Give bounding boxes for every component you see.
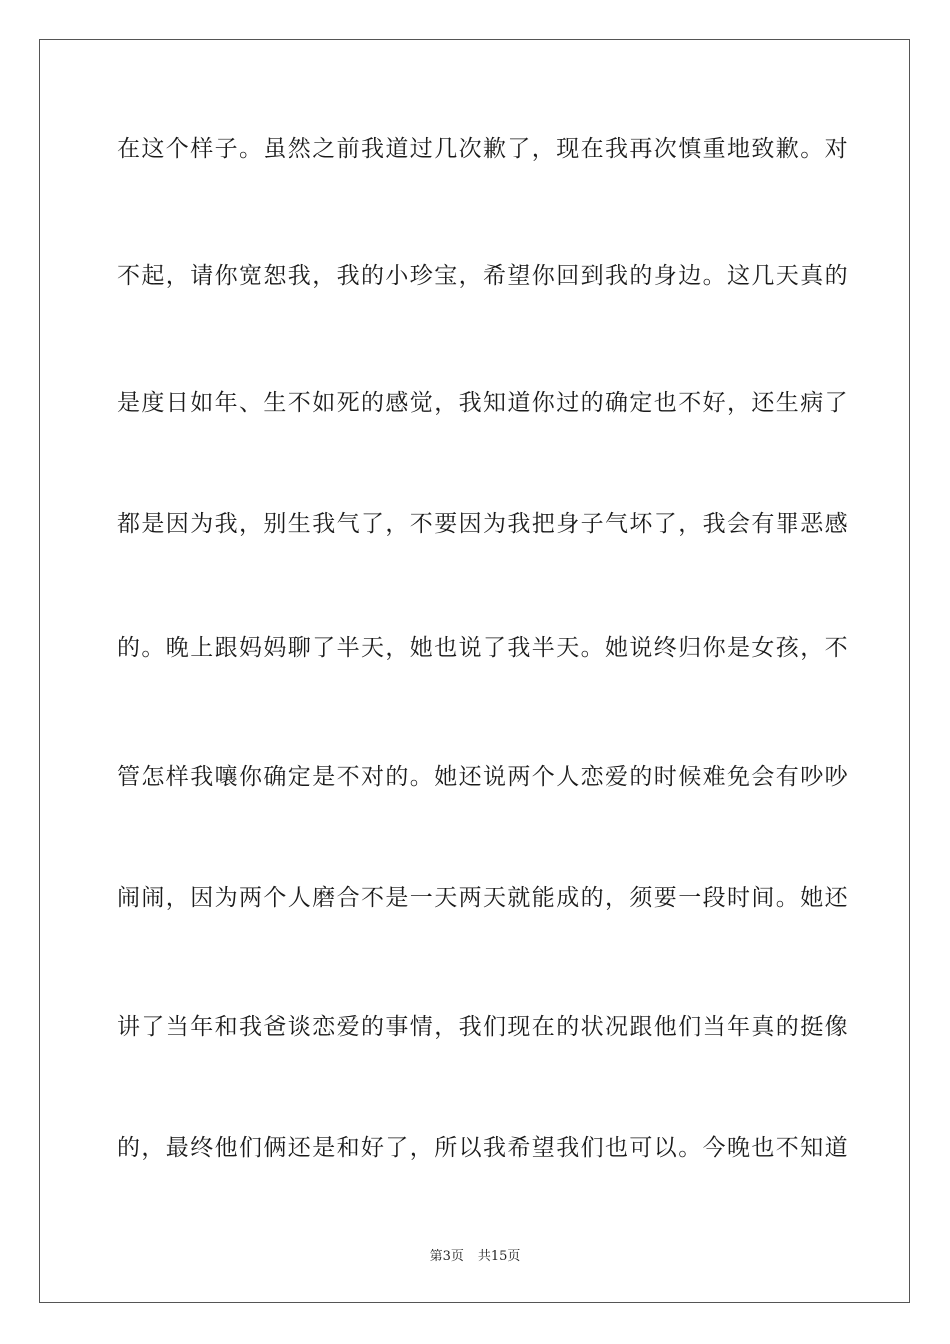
total-pages: 共15页 bbox=[477, 1249, 521, 1264]
text-line: 的，最终他们俩还是和好了，所以我希望我们也可以。今晚也不知道 bbox=[117, 1135, 849, 1161]
page-number: 第3页 bbox=[429, 1249, 464, 1264]
text-line: 在这个样子。虽然之前我道过几次歉了，现在我再次慎重地致歉。对 bbox=[117, 136, 849, 162]
text-line: 讲了当年和我爸谈恋爱的事情，我们现在的状况跟他们当年真的挺像 bbox=[117, 1014, 849, 1040]
text-line: 管怎样我嚷你确定是不对的。她还说两个人恋爱的时候难免会有吵吵 bbox=[117, 764, 849, 790]
page-border bbox=[39, 39, 910, 1303]
page-footer bbox=[0, 1248, 950, 1266]
text-line: 是度日如年、生不如死的感觉，我知道你过的确定也不好，还生病了 bbox=[117, 390, 849, 416]
text-line: 闹闹，因为两个人磨合不是一天两天就能成的，须要一段时间。她还 bbox=[117, 885, 849, 911]
text-line: 都是因为我，别生我气了，不要因为我把身子气坏了，我会有罪恶感 bbox=[117, 511, 849, 537]
text-line: 不起，请你宽恕我，我的小珍宝，希望你回到我的身边。这几天真的 bbox=[117, 263, 849, 289]
text-line: 的。晚上跟妈妈聊了半天，她也说了我半天。她说终归你是女孩，不 bbox=[117, 635, 849, 661]
